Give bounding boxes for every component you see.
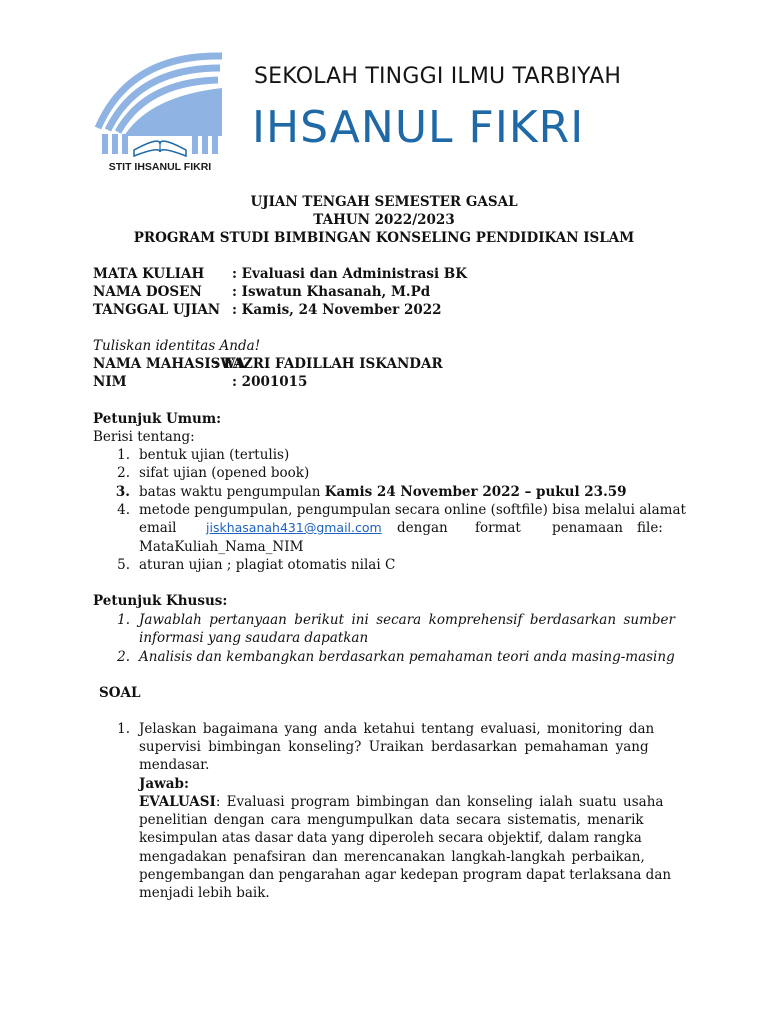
email-label: email [139,520,177,536]
answer-line1-text: : Evaluasi program bimbingan dan konseling ialah suatu usaha [215,794,664,810]
general-item-4-line1: metode pengumpulan, pengumpulan secara online (softfile) bisa melalui alamat [139,502,686,518]
general-item-1: bentuk ujian (tertulis) [139,447,290,463]
date-value: : Kamis, 24 November 2022 [232,302,442,318]
logo-caption: STIT IHSANUL FIKRI [108,161,212,173]
item4-word-file: file: [637,520,663,536]
general-item-2: sifat ujian (opened book) [139,465,310,481]
answer-line2: penelitian dengan cara mengumpulkan data secara sistematis, menarik [139,812,644,828]
special-heading: Petunjuk Khusus: [93,593,228,609]
answer-line4: mengadakan penafsiran dan merencanakan langkah-langkah perbaikan, [139,849,645,865]
date-label: TANGGAL UJIAN [93,302,221,318]
item4-word-penamaan: penamaan [552,520,623,536]
nim-value: : 2001015 [232,374,308,390]
general-num-4: 4. [117,502,130,518]
exam-title-line3: PROGRAM STUDI BIMBINGAN KONSELING PENDIDIKAN ISLAM [133,230,635,246]
question-1-line1: Jelaskan bagaimana yang anda ketahui tentang evaluasi, monitoring dan [139,721,655,737]
email-link[interactable]: jiskhasanah431@gmail.com [206,520,382,535]
general-item-4-line3: MataKuliah_Nama_NIM [139,539,304,555]
dome-icon [90,52,230,174]
lecturer-value: : Iswatun Khasanah, M.Pd [232,284,431,300]
deadline-text: Kamis 24 November 2022 – pukul 23.59 [324,484,627,500]
answer-line5: pengembangan dan pengarahan agar kedepan program dapat terlaksana dan [139,867,672,883]
course-value: : Evaluasi dan Administrasi BK [232,266,467,282]
special-item-1-line2: informasi yang saudara dapatkan [139,630,369,646]
school-logo [90,52,230,174]
soal-num-1: 1. [117,721,130,737]
general-heading: Petunjuk Umum: [93,411,222,427]
student-label: NAMA MAHASISWA [93,356,246,372]
special-item-2: Analisis dan kembangkan berdasarkan pemahaman teori anda masing-masing [139,649,675,665]
course-label: MATA KULIAH [93,266,205,282]
item4-word-format: format [475,520,521,536]
school-name-line2: IHSANUL FIKRI [252,102,585,153]
general-num-3: 3. [115,484,130,500]
nim-label: NIM [93,374,127,390]
answer-line6: menjadi lebih baik. [139,885,270,901]
evaluasi-term: EVALUASI [139,794,216,810]
special-item-1-line1: Jawablah pertanyaan berikut ini secara komprehensif berdasarkan sumber [139,612,675,628]
special-num-1: 1. [117,612,130,628]
identity-prompt: Tuliskan identitas Anda! [93,338,261,354]
lecturer-label: NAMA DOSEN [93,284,202,300]
question-1-line3: mendasar. [139,757,210,773]
general-num-2: 2. [117,465,130,481]
exam-title-line1: UJIAN TENGAH SEMESTER GASAL [250,194,518,210]
general-num-5: 5. [117,557,130,573]
answer-label: Jawab: [139,776,189,792]
general-item-3-text: batas waktu pengumpulan [139,484,325,500]
general-item-3 [139,483,627,501]
answer-line3: kesimpulan atas dasar data yang diperoleh secara objektif, dalam rangka [139,830,642,846]
special-num-2: 2. [117,649,130,665]
question-1-line2: supervisi bimbingan konseling? Uraikan berdasarkan pemahaman yang [139,739,649,755]
general-item-5: aturan ujian ; plagiat otomatis nilai C [139,557,396,573]
answer-line1 [139,793,663,811]
item4-word-dengan: dengan [397,520,448,536]
general-num-1: 1. [117,447,130,463]
soal-heading: SOAL [99,685,141,701]
general-intro: Berisi tentang: [93,429,195,445]
school-name-line1: SEKOLAH TINGGI ILMU TARBIYAH [254,64,622,89]
student-value: : FAZRI FADILLAH ISKANDAR [214,356,443,372]
exam-title-line2: TAHUN 2022/2023 [313,212,455,228]
